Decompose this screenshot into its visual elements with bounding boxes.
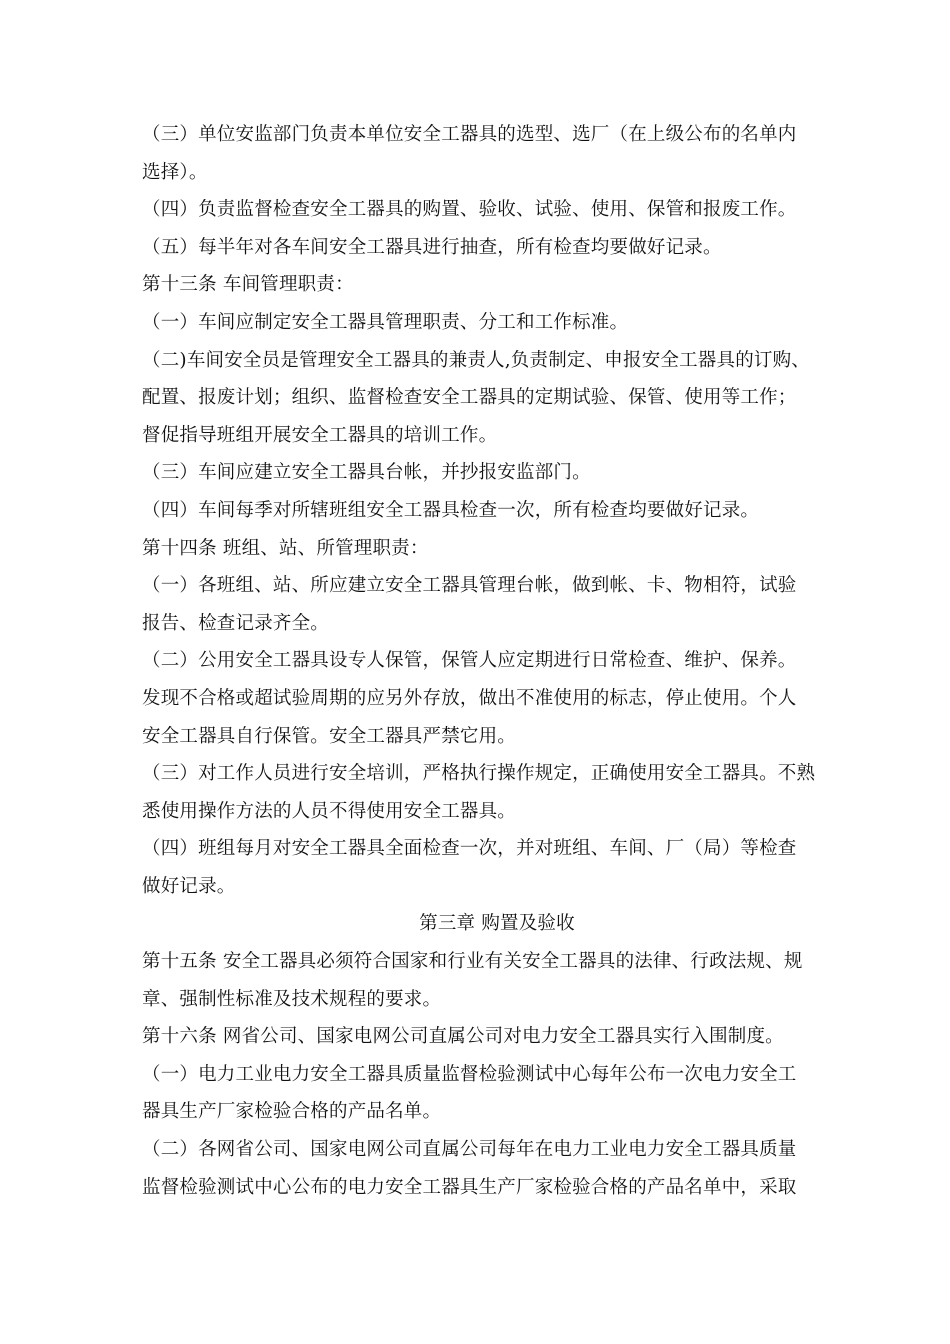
article-14-item-4-line-2: 做好记录。: [142, 875, 236, 897]
article-13-item-2-line-2: 配置、报废计划；组织、监督检查安全工器具的定期试验、保管、使用等工作；: [142, 387, 797, 409]
article-14-item-1-line-2: 报告、检查记录齐全。: [142, 612, 330, 634]
article-15-line-1: 第十五条 安全工器具必须符合国家和行业有关安全工器具的法律、行政法规、规: [142, 951, 803, 973]
article-13-item-4: （四）车间每季对所辖班组安全工器具检查一次，所有检查均要做好记录。: [142, 499, 760, 521]
clause-3-line-2: 选择）。: [142, 161, 208, 183]
article-14-item-3-line-2: 悉使用操作方法的人员不得使用安全工器具。: [142, 800, 517, 822]
article-16-item-2-line-1: （二）各网省公司、国家电网公司直属公司每年在电力工业电力安全工器具质量: [142, 1139, 797, 1161]
article-13-item-2-line-3: 督促指导班组开展安全工器具的培训工作。: [142, 424, 498, 446]
article-14-item-1-line-1: （一）各班组、站、所应建立安全工器具管理台帐，做到帐、卡、物相符，试验: [142, 575, 797, 597]
clause-5-line: （五）每半年对各车间安全工器具进行抽查，所有检查均要做好记录。: [142, 236, 722, 258]
article-16-item-1-line-1: （一）电力工业电力安全工器具质量监督检验测试中心每年公布一次电力安全工: [142, 1063, 797, 1085]
article-16-item-2-line-2: 监督检验测试中心公布的电力安全工器具生产厂家检验合格的产品名单中，采取: [142, 1176, 797, 1198]
article-14-item-2-line-1: （二）公用安全工器具设专人保管，保管人应定期进行日常检查、维护、保养。: [142, 650, 797, 672]
article-16-item-1-line-2: 器具生产厂家检验合格的产品名单。: [142, 1101, 442, 1123]
article-16-heading: 第十六条 网省公司、国家电网公司直属公司对电力安全工器具实行入围制度。: [142, 1026, 784, 1048]
article-13-item-2-line-1: （二)车间安全员是管理安全工器具的兼责人,负责制定、申报安全工器具的订购、: [142, 349, 811, 371]
article-15-line-2: 章、强制性标准及技术规程的要求。: [142, 988, 442, 1010]
article-14-item-3-line-1: （三）对工作人员进行安全培训，严格执行操作规定，正确使用安全工器具。不熟: [142, 763, 816, 785]
article-14-item-4-line-1: （四）班组每月对安全工器具全面检查一次，并对班组、车间、厂（局）等检查: [142, 838, 797, 860]
chapter-3-title: 第三章 购置及验收: [419, 913, 575, 935]
article-13-item-3: （三）车间应建立安全工器具台帐，并抄报安监部门。: [142, 462, 591, 484]
article-14-item-2-line-2: 发现不合格或超试验周期的应另外存放，做出不准使用的标志，停止使用。个人: [142, 687, 797, 709]
document-body: [142, 116, 822, 1206]
article-14-heading: 第十四条 班组、站、所管理职责：: [142, 537, 429, 559]
article-14-item-2-line-3: 安全工器具自行保管。安全工器具严禁它用。: [142, 725, 517, 747]
article-13-item-1: （一）车间应制定安全工器具管理职责、分工和工作标准。: [142, 311, 629, 333]
clause-3-line-1: （三）单位安监部门负责本单位安全工器具的选型、选厂（在上级公布的名单内: [142, 124, 797, 145]
article-13-heading: 第十三条 车间管理职责：: [142, 274, 354, 296]
clause-4-line: （四）负责监督检查安全工器具的购置、验收、试验、使用、保管和报废工作。: [142, 199, 797, 221]
